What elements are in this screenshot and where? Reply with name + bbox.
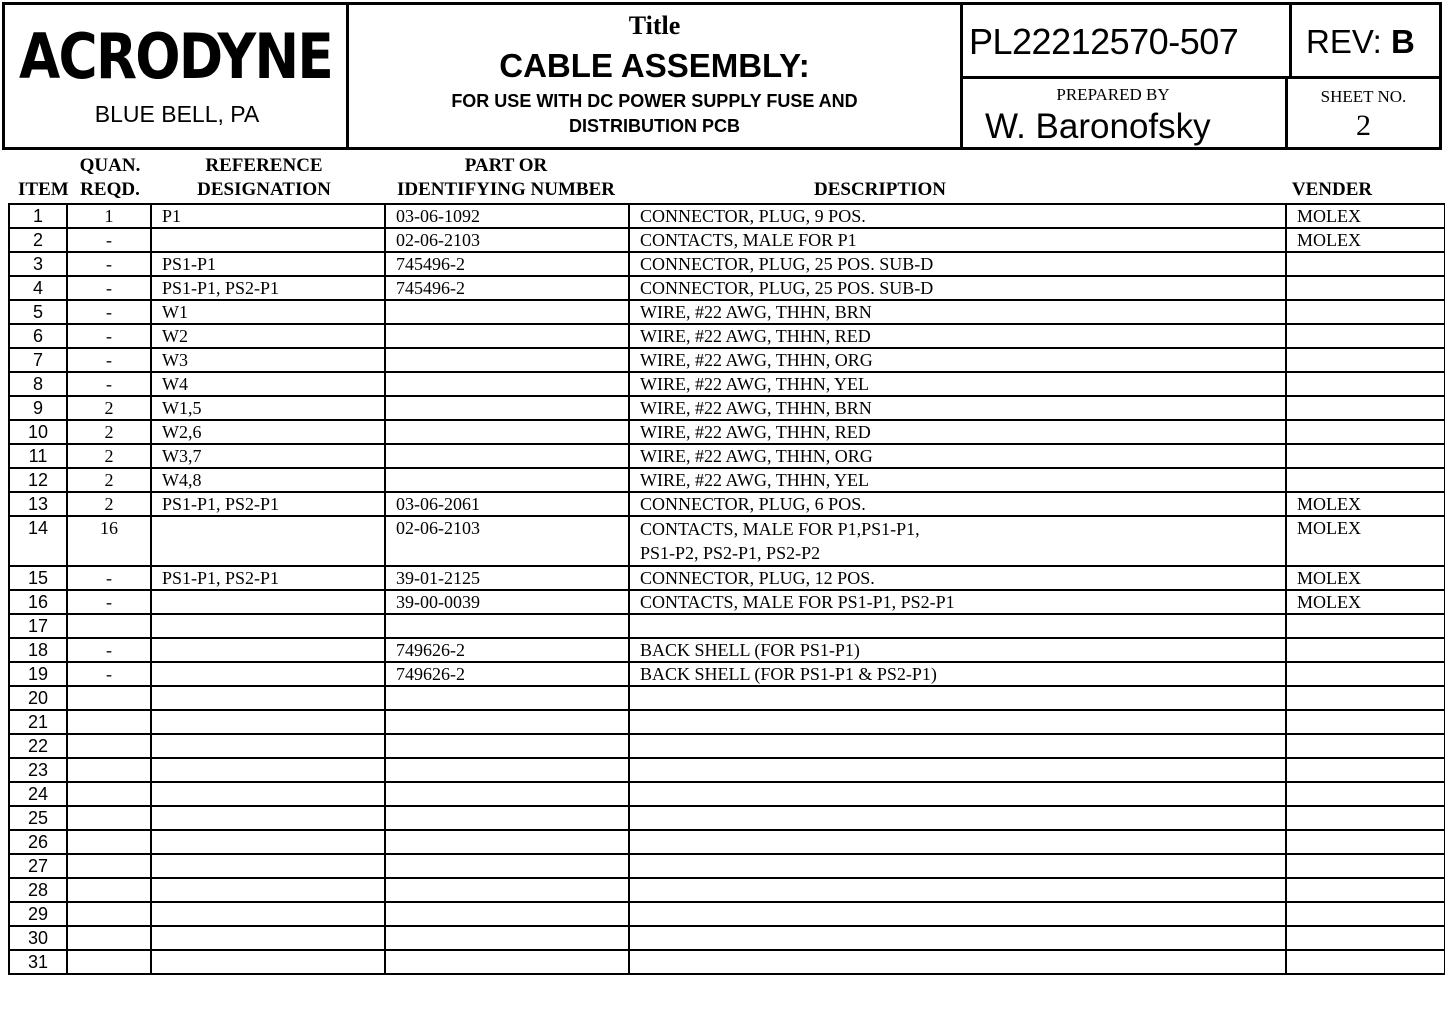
subtitle-line-1: FOR USE WITH DC POWER SUPPLY FUSE AND xyxy=(451,91,858,111)
vendor-cell: MOLEX xyxy=(1286,516,1445,566)
table-row xyxy=(9,348,1445,372)
reference-cell xyxy=(151,950,385,974)
part-number-cell xyxy=(385,614,629,638)
title-block xyxy=(2,2,1442,150)
sheet-number-cell xyxy=(1288,79,1439,147)
header-vender: VENDER xyxy=(1291,179,1373,200)
item-cell: 4 xyxy=(9,276,67,300)
vendor-cell xyxy=(1286,734,1445,758)
part-number-cell xyxy=(385,854,629,878)
part-number-cell xyxy=(963,5,1292,79)
quantity-cell: - xyxy=(67,372,151,396)
description-line-1: CONTACTS, MALE FOR P1,PS1-P1, xyxy=(640,519,920,539)
header-quan-line1: QUAN. xyxy=(79,155,141,176)
vendor-cell xyxy=(1286,830,1445,854)
revision xyxy=(1306,23,1415,61)
reference-cell: PS1-P1, PS2-P1 xyxy=(151,276,385,300)
table-row xyxy=(9,758,1445,782)
reference-cell: W2 xyxy=(151,324,385,348)
quantity-cell: - xyxy=(67,590,151,614)
part-number-cell: 03-06-2061 xyxy=(385,492,629,516)
vendor-cell xyxy=(1286,902,1445,926)
table-row xyxy=(9,276,1445,300)
reference-cell: W3 xyxy=(151,348,385,372)
reference-cell xyxy=(151,662,385,686)
item-cell: 29 xyxy=(9,902,67,926)
part-number-cell: 749626-2 xyxy=(385,638,629,662)
reference-cell xyxy=(151,806,385,830)
quantity-cell xyxy=(67,614,151,638)
item-cell: 16 xyxy=(9,590,67,614)
part-number-cell: 745496-2 xyxy=(385,252,629,276)
item-cell: 28 xyxy=(9,878,67,902)
part-number-cell xyxy=(385,300,629,324)
quantity-cell: - xyxy=(67,276,151,300)
vendor-cell xyxy=(1286,854,1445,878)
description-cell xyxy=(629,830,1286,854)
vendor-cell xyxy=(1286,252,1445,276)
table-row xyxy=(9,806,1445,830)
part-number-cell xyxy=(385,324,629,348)
description-cell: WIRE, #22 AWG, THHN, BRN xyxy=(629,300,1286,324)
quantity-cell xyxy=(67,782,151,806)
item-cell: 12 xyxy=(9,468,67,492)
description-cell: CONNECTOR, PLUG, 9 POS. xyxy=(629,204,1286,228)
part-number-cell: 02-06-2103 xyxy=(385,516,629,566)
item-cell: 21 xyxy=(9,710,67,734)
description-cell xyxy=(629,926,1286,950)
reference-cell xyxy=(151,758,385,782)
reference-cell xyxy=(151,638,385,662)
item-cell: 23 xyxy=(9,758,67,782)
revision-label: REV: xyxy=(1306,23,1382,60)
vendor-cell xyxy=(1286,806,1445,830)
table-row xyxy=(9,950,1445,974)
company-cell xyxy=(5,5,349,147)
table-row xyxy=(9,734,1445,758)
table-row xyxy=(9,492,1445,516)
vendor-cell xyxy=(1286,782,1445,806)
description-cell: CONTACTS, MALE FOR PS1-P1, PS2-P1 xyxy=(629,590,1286,614)
quantity-cell xyxy=(67,806,151,830)
item-cell: 20 xyxy=(9,686,67,710)
reference-cell: W2,6 xyxy=(151,420,385,444)
table-row xyxy=(9,662,1445,686)
item-cell: 6 xyxy=(9,324,67,348)
reference-cell xyxy=(151,734,385,758)
description-cell: WIRE, #22 AWG, THHN, RED xyxy=(629,324,1286,348)
quantity-cell xyxy=(67,878,151,902)
reference-cell xyxy=(151,710,385,734)
description-cell xyxy=(629,710,1286,734)
description-cell: BACK SHELL (FOR PS1-P1 & PS2-P1) xyxy=(629,662,1286,686)
table-row xyxy=(9,830,1445,854)
vendor-cell xyxy=(1286,662,1445,686)
reference-cell xyxy=(151,614,385,638)
description-cell: CONNECTOR, PLUG, 6 POS. xyxy=(629,492,1286,516)
description-line-2: PS1-P2, PS2-P1, PS2-P2 xyxy=(640,543,821,563)
table-row xyxy=(9,878,1445,902)
item-cell: 5 xyxy=(9,300,67,324)
header-description: DESCRIPTION xyxy=(814,179,946,200)
quantity-cell: - xyxy=(67,228,151,252)
part-number-cell xyxy=(385,734,629,758)
part-number: PL22212570-507 xyxy=(969,21,1239,62)
description-cell xyxy=(629,854,1286,878)
description-cell xyxy=(629,686,1286,710)
header-quan-line2: REQD. xyxy=(80,179,140,200)
part-number-cell xyxy=(385,806,629,830)
part-number-cell xyxy=(385,758,629,782)
reference-cell xyxy=(151,590,385,614)
item-cell: 3 xyxy=(9,252,67,276)
description-cell: WIRE, #22 AWG, THHN, ORG xyxy=(629,348,1286,372)
vendor-cell xyxy=(1286,276,1445,300)
quantity-cell: 2 xyxy=(67,444,151,468)
item-cell: 30 xyxy=(9,926,67,950)
vendor-cell xyxy=(1286,420,1445,444)
vendor-cell xyxy=(1286,950,1445,974)
item-cell: 24 xyxy=(9,782,67,806)
reference-cell xyxy=(151,830,385,854)
parts-list-table xyxy=(8,203,1445,975)
part-number-cell xyxy=(385,950,629,974)
vendor-cell: MOLEX xyxy=(1286,492,1445,516)
vendor-cell: MOLEX xyxy=(1286,590,1445,614)
sheet-number-label: SHEET NO. xyxy=(1320,87,1407,106)
table-row xyxy=(9,902,1445,926)
header-item: ITEM xyxy=(18,179,69,200)
description-cell: CONNECTOR, PLUG, 25 POS. SUB-D xyxy=(629,252,1286,276)
reference-cell xyxy=(151,926,385,950)
quantity-cell: - xyxy=(67,566,151,590)
item-cell: 9 xyxy=(9,396,67,420)
item-cell: 22 xyxy=(9,734,67,758)
part-number-cell xyxy=(385,902,629,926)
item-cell: 15 xyxy=(9,566,67,590)
reference-cell xyxy=(151,228,385,252)
quantity-cell: 16 xyxy=(67,516,151,566)
part-number-cell xyxy=(385,686,629,710)
vendor-cell xyxy=(1286,468,1445,492)
item-cell: 25 xyxy=(9,806,67,830)
vendor-cell xyxy=(1286,348,1445,372)
table-row xyxy=(9,324,1445,348)
revision-cell xyxy=(1292,5,1439,79)
reference-cell: W3,7 xyxy=(151,444,385,468)
title-label: Title xyxy=(628,11,681,40)
vendor-cell: MOLEX xyxy=(1286,204,1445,228)
vendor-cell xyxy=(1286,614,1445,638)
description-cell: WIRE, #22 AWG, THHN, RED xyxy=(629,420,1286,444)
vendor-cell xyxy=(1286,444,1445,468)
table-row xyxy=(9,444,1445,468)
header-part-line1: PART OR xyxy=(464,155,548,176)
part-number-cell xyxy=(385,710,629,734)
part-number-cell xyxy=(385,830,629,854)
reference-cell: P1 xyxy=(151,204,385,228)
sheet-number: 2 xyxy=(1356,109,1371,142)
quantity-cell: - xyxy=(67,638,151,662)
table-row xyxy=(9,590,1445,614)
item-cell: 18 xyxy=(9,638,67,662)
description-cell xyxy=(629,758,1286,782)
vendor-cell xyxy=(1286,300,1445,324)
part-number-cell xyxy=(385,348,629,372)
table-row xyxy=(9,710,1445,734)
description-cell: CONNECTOR, PLUG, 25 POS. SUB-D xyxy=(629,276,1286,300)
item-cell: 10 xyxy=(9,420,67,444)
vendor-cell xyxy=(1286,686,1445,710)
part-number-cell xyxy=(385,926,629,950)
quantity-cell: 2 xyxy=(67,492,151,516)
company-logo: ACRODYNE xyxy=(19,20,333,93)
description-cell xyxy=(629,950,1286,974)
parts-list-body xyxy=(9,204,1445,974)
reference-cell xyxy=(151,878,385,902)
description-cell xyxy=(629,782,1286,806)
vendor-cell: MOLEX xyxy=(1286,566,1445,590)
item-cell: 31 xyxy=(9,950,67,974)
part-number-cell: 39-00-0039 xyxy=(385,590,629,614)
description-cell xyxy=(629,734,1286,758)
table-row xyxy=(9,228,1445,252)
part-number-cell xyxy=(385,444,629,468)
part-number-cell: 02-06-2103 xyxy=(385,228,629,252)
quantity-cell xyxy=(67,830,151,854)
revision-value: B xyxy=(1390,23,1415,60)
description-cell: WIRE, #22 AWG, THHN, BRN xyxy=(629,396,1286,420)
description-cell: WIRE, #22 AWG, THHN, YEL xyxy=(629,468,1286,492)
subtitle-line-2: DISTRIBUTION PCB xyxy=(569,116,740,136)
vendor-cell xyxy=(1286,926,1445,950)
item-cell: 1 xyxy=(9,204,67,228)
part-number-cell: 39-01-2125 xyxy=(385,566,629,590)
item-cell: 27 xyxy=(9,854,67,878)
part-number-cell xyxy=(385,372,629,396)
table-row xyxy=(9,516,1445,566)
table-row xyxy=(9,782,1445,806)
table-row xyxy=(9,300,1445,324)
quantity-cell: - xyxy=(67,252,151,276)
quantity-cell xyxy=(67,902,151,926)
part-number-cell: 749626-2 xyxy=(385,662,629,686)
item-cell: 7 xyxy=(9,348,67,372)
table-row xyxy=(9,566,1445,590)
description-cell: CONNECTOR, PLUG, 12 POS. xyxy=(629,566,1286,590)
quantity-cell: 1 xyxy=(67,204,151,228)
table-row xyxy=(9,252,1445,276)
header-ref-line1: REFERENCE xyxy=(205,155,323,176)
prepared-by-name: W. Baronofsky xyxy=(985,107,1211,146)
reference-cell: PS1-P1 xyxy=(151,252,385,276)
item-cell: 2 xyxy=(9,228,67,252)
quantity-cell xyxy=(67,926,151,950)
part-number-cell xyxy=(385,782,629,806)
item-cell: 19 xyxy=(9,662,67,686)
vendor-cell xyxy=(1286,878,1445,902)
part-number-cell: 03-06-1092 xyxy=(385,204,629,228)
vendor-cell xyxy=(1286,710,1445,734)
table-row xyxy=(9,396,1445,420)
vendor-cell xyxy=(1286,372,1445,396)
item-cell: 8 xyxy=(9,372,67,396)
quantity-cell: 2 xyxy=(67,468,151,492)
prepared-by-label: PREPARED BY xyxy=(1056,85,1170,104)
item-cell: 14 xyxy=(9,516,67,566)
vendor-cell xyxy=(1286,758,1445,782)
quantity-cell: 2 xyxy=(67,396,151,420)
quantity-cell xyxy=(67,854,151,878)
table-row xyxy=(9,372,1445,396)
vendor-cell xyxy=(1286,324,1445,348)
quantity-cell xyxy=(67,734,151,758)
part-number-cell xyxy=(385,468,629,492)
item-cell: 13 xyxy=(9,492,67,516)
table-row xyxy=(9,686,1445,710)
description-cell xyxy=(629,878,1286,902)
description-cell: WIRE, #22 AWG, THHN, YEL xyxy=(629,372,1286,396)
part-number-cell xyxy=(385,396,629,420)
document-title: CABLE ASSEMBLY: xyxy=(499,47,810,84)
company-location: BLUE BELL, PA xyxy=(94,101,260,127)
quantity-cell xyxy=(67,758,151,782)
item-cell: 26 xyxy=(9,830,67,854)
description-cell: WIRE, #22 AWG, THHN, ORG xyxy=(629,444,1286,468)
reference-cell: W4 xyxy=(151,372,385,396)
vendor-cell xyxy=(1286,396,1445,420)
description-cell xyxy=(629,614,1286,638)
vendor-cell: MOLEX xyxy=(1286,228,1445,252)
reference-cell xyxy=(151,854,385,878)
reference-cell: W4,8 xyxy=(151,468,385,492)
vendor-cell xyxy=(1286,638,1445,662)
description-cell: CONTACTS, MALE FOR P1 xyxy=(629,228,1286,252)
table-row xyxy=(9,854,1445,878)
quantity-cell: - xyxy=(67,324,151,348)
quantity-cell: - xyxy=(67,662,151,686)
quantity-cell: - xyxy=(67,348,151,372)
quantity-cell xyxy=(67,686,151,710)
reference-cell: PS1-P1, PS2-P1 xyxy=(151,566,385,590)
header-part-line2: IDENTIFYING NUMBER xyxy=(397,179,615,200)
table-row xyxy=(9,204,1445,228)
part-number-cell: 745496-2 xyxy=(385,276,629,300)
quantity-cell: 2 xyxy=(67,420,151,444)
quantity-cell: - xyxy=(67,300,151,324)
table-row xyxy=(9,468,1445,492)
reference-cell: W1,5 xyxy=(151,396,385,420)
reference-cell xyxy=(151,782,385,806)
description-cell: BACK SHELL (FOR PS1-P1) xyxy=(629,638,1286,662)
reference-cell: W1 xyxy=(151,300,385,324)
description-cell xyxy=(629,806,1286,830)
header-ref-line2: DESIGNATION xyxy=(197,179,331,200)
item-cell: 11 xyxy=(9,444,67,468)
description-cell xyxy=(629,902,1286,926)
part-number-cell xyxy=(385,878,629,902)
title-cell xyxy=(349,5,963,147)
reference-cell xyxy=(151,516,385,566)
table-row xyxy=(9,926,1445,950)
item-cell: 17 xyxy=(9,614,67,638)
reference-cell xyxy=(151,902,385,926)
table-row xyxy=(9,614,1445,638)
description-cell xyxy=(629,516,1286,566)
document-subtitle xyxy=(349,89,960,139)
reference-cell: PS1-P1, PS2-P1 xyxy=(151,492,385,516)
quantity-cell xyxy=(67,710,151,734)
prepared-by-cell xyxy=(963,79,1288,147)
table-row xyxy=(9,420,1445,444)
part-number-cell xyxy=(385,420,629,444)
table-row xyxy=(9,638,1445,662)
reference-cell xyxy=(151,686,385,710)
quantity-cell xyxy=(67,950,151,974)
